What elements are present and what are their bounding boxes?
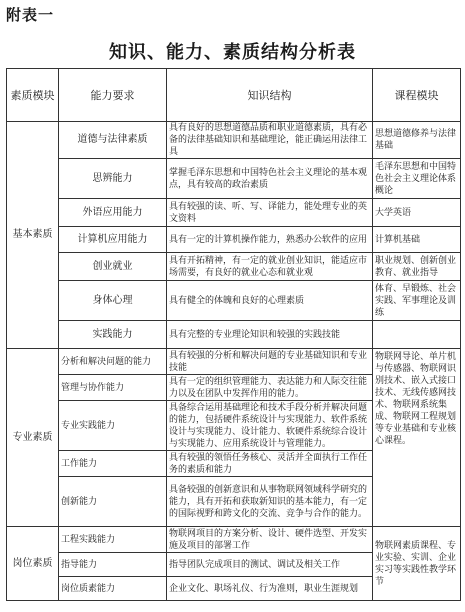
ability-cell: 创新能力 bbox=[59, 477, 167, 527]
knowledge-cell: 具有完整的专业理论知识和较强的实践技能 bbox=[167, 321, 373, 349]
table-row bbox=[7, 159, 461, 199]
ability-cell: 外语应用能力 bbox=[59, 199, 167, 227]
ability-cell: 指导能力 bbox=[59, 553, 167, 577]
ability-cell: 身体心理 bbox=[59, 281, 167, 321]
course-cell: 体育、早锻炼、社会实践、军事理论及训练 bbox=[373, 281, 461, 321]
table-row bbox=[7, 227, 461, 253]
table-row bbox=[7, 321, 461, 349]
appendix-label: 附表一 bbox=[6, 6, 55, 24]
table-row bbox=[7, 349, 461, 375]
header-row bbox=[7, 69, 461, 122]
ability-cell: 实践能力 bbox=[59, 321, 167, 349]
module-professional: 专业素质 bbox=[7, 349, 59, 527]
course-cell bbox=[373, 321, 461, 349]
knowledge-cell: 具有较强的读、听、写、译能力，能处理专业的英文资料 bbox=[167, 199, 373, 227]
knowledge-cell: 物联网项目的方案分析、设计、硬件选型、开发实施及项目的部署工作 bbox=[167, 527, 373, 553]
course-cell-professional: 物联网导论、单片机与传感器、物联网识别技术、嵌入式接口技术、无线传感网技术、物联网系统集成、物联网工程规划等专业基础和专业核心课程。 bbox=[373, 349, 461, 527]
table-row bbox=[7, 253, 461, 281]
knowledge-cell: 具备较强的创新意识和从事物联网领域科学研究的能力，具有开拓和获取新知识的基本能力，有一定的国际视野和跨文化的交流、竞争与合作的能力。 bbox=[167, 477, 373, 527]
ability-cell: 岗位质素能力 bbox=[59, 577, 167, 601]
table-row bbox=[7, 122, 461, 159]
knowledge-cell: 具有较强的分析和解决问题的专业基础知识和专业技能 bbox=[167, 349, 373, 375]
page-title: 知识、能力、素质结构分析表 bbox=[109, 42, 356, 63]
table-row bbox=[7, 199, 461, 227]
header-course: 课程模块 bbox=[373, 69, 461, 122]
course-cell: 职业规划、创新创业教育、就业指导 bbox=[373, 253, 461, 281]
ability-cell: 工作能力 bbox=[59, 451, 167, 477]
ability-cell: 创业就业 bbox=[59, 253, 167, 281]
ability-cell: 工程实践能力 bbox=[59, 527, 167, 553]
knowledge-cell: 具有开拓精神，有一定的就业创业知识，能适应市场需要，有良好的就业心态和就业观 bbox=[167, 253, 373, 281]
knowledge-cell: 掌握毛泽东思想和中国特色社会主义理论的基本观点，具有较高的政治素质 bbox=[167, 159, 373, 199]
knowledge-cell: 具有一定的组织管理能力、表达能力和人际交往能力以及在团队中发挥作用的能力。 bbox=[167, 375, 373, 401]
table-row bbox=[7, 527, 461, 553]
ability-cell: 计算机应用能力 bbox=[59, 227, 167, 253]
knowledge-cell: 具有健全的体魄和良好的心理素质 bbox=[167, 281, 373, 321]
structure-table bbox=[6, 68, 461, 601]
ability-cell: 专业实践能力 bbox=[59, 401, 167, 451]
course-cell-post: 物联网素质课程、专业实验、实训、企业实习等实践性教学环节 bbox=[373, 527, 461, 601]
header-knowledge: 知识结构 bbox=[167, 69, 373, 122]
ability-cell: 思辨能力 bbox=[59, 159, 167, 199]
knowledge-cell: 具有良好的思想道德品质和职业道德素质，具有必备的法律基础知识和基础理论，能正确运用法律工具 bbox=[167, 122, 373, 159]
table-row bbox=[7, 281, 461, 321]
knowledge-cell: 企业文化、职场礼仪、行为准则，职业生涯规划 bbox=[167, 577, 373, 601]
module-basic: 基本素质 bbox=[7, 122, 59, 349]
course-cell: 毛泽东思想和中国特色社会主义理论体系概论 bbox=[373, 159, 461, 199]
course-cell: 计算机基础 bbox=[373, 227, 461, 253]
knowledge-cell: 具有较强的领悟任务核心、灵活并全面执行工作任务的素质和能力 bbox=[167, 451, 373, 477]
course-cell: 思想道德修养与法律基础 bbox=[373, 122, 461, 159]
ability-cell: 分析和解决问题的能力 bbox=[59, 349, 167, 375]
knowledge-cell: 指导团队完成项目的测试、调试及相关工作 bbox=[167, 553, 373, 577]
knowledge-cell: 具有一定的计算机操作能力，熟悉办公软件的应用 bbox=[167, 227, 373, 253]
ability-cell: 道德与法律素质 bbox=[59, 122, 167, 159]
ability-cell: 管理与协作能力 bbox=[59, 375, 167, 401]
course-cell: 大学英语 bbox=[373, 199, 461, 227]
header-ability: 能力要求 bbox=[59, 69, 167, 122]
header-module: 素质模块 bbox=[7, 69, 59, 122]
knowledge-cell: 具备综合运用基础理论和技术手段分析并解决问题的能力，包括硬件系统设计与实现能力、软件系统设计与实现能力、设计能力、软硬件系统综合设计与实现能力、应用系统设计与管理能力。 bbox=[167, 401, 373, 451]
module-post: 岗位素质 bbox=[7, 527, 59, 601]
